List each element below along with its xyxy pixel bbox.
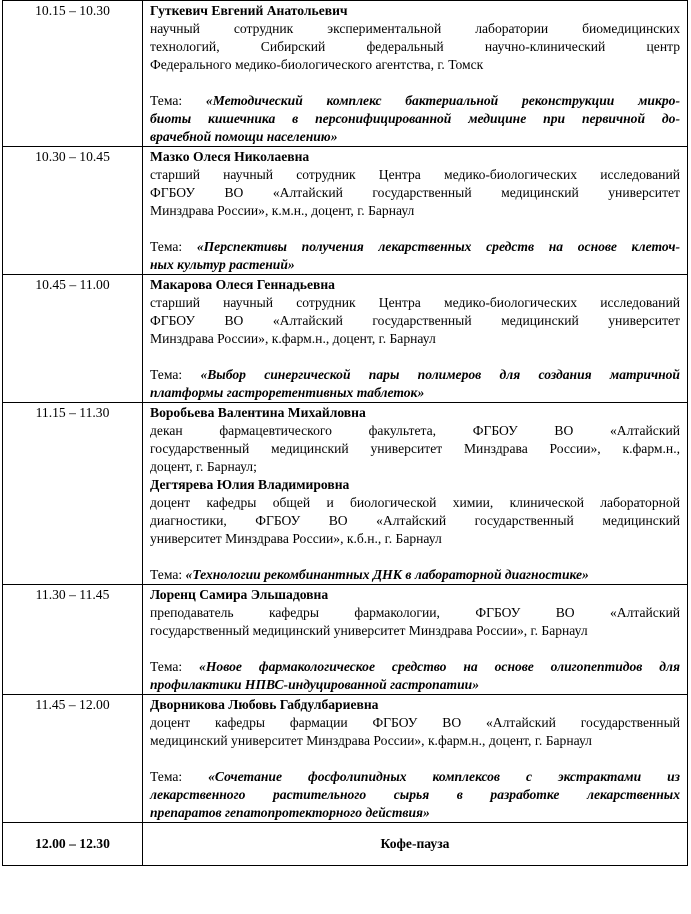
- speaker-name: Дворникова Любовь Габдулбариевна: [150, 697, 379, 712]
- speaker-affiliation-line: Минздрава России», к.м.н., доцент, г. Барнаул: [150, 203, 415, 218]
- program-row: [3, 585, 688, 695]
- topic-title: платформы гастроретентивных таблеток»: [150, 385, 425, 400]
- speaker-affiliation-line: ФГБОУ ВО «Алтайский государственный медицинский университет: [150, 185, 680, 200]
- topic-title: «Методический комплекс бактериальной реконструкции микро-: [205, 93, 680, 108]
- break-row: [3, 823, 688, 866]
- break-section: [3, 823, 688, 866]
- time-slot: 10.45 – 11.00: [3, 275, 143, 403]
- session-info: [143, 147, 688, 275]
- speaker-affiliation-line: декан фармацевтического факультета, ФГБОУ ВО «Алтайский: [150, 423, 680, 438]
- speaker-name: Воробьева Валентина Михайловна: [150, 405, 366, 420]
- speaker-affiliation-line: университет Минздрава России», к.б.н., г. Барнаул: [150, 531, 442, 546]
- spacer: [150, 74, 680, 92]
- topic-label: Тема:: [150, 93, 183, 108]
- spacer: [150, 220, 680, 238]
- topic-line: [150, 366, 680, 384]
- session-info: [143, 695, 688, 823]
- speaker-affiliation-line: доцент кафедры общей и биологической химии, клинической лабораторной: [150, 495, 680, 510]
- topic-line: [150, 128, 680, 146]
- time-slot: 11.45 – 12.00: [3, 695, 143, 823]
- topic-label: Тема:: [150, 367, 183, 382]
- program-table-body: [3, 1, 688, 823]
- topic-title: лекарственного растительного сырья в разработке лекарственных: [150, 787, 680, 802]
- session-info: [143, 275, 688, 403]
- speaker-affiliation-line: Федерального медико-биологического агентства, г. Томск: [150, 57, 484, 72]
- speaker-affiliation-line: технологий, Сибирский федеральный научно-клинический центр: [150, 39, 680, 54]
- topic-line: [150, 384, 680, 402]
- topic-label: Тема:: [150, 567, 183, 582]
- speaker-name: Гуткевич Евгений Анатольевич: [150, 3, 348, 18]
- topic-line: [150, 110, 680, 128]
- topic-title: «Перспективы получения лекарственных средств на основе клеточ-: [196, 239, 681, 254]
- topic-line: [150, 92, 680, 110]
- topic-title: врачебной помощи населению»: [150, 129, 338, 144]
- topic-title: «Технологии рекомбинантных ДНК в лабораторной диагностике»: [185, 567, 589, 582]
- topic-line: [150, 804, 680, 822]
- topic-label: Тема:: [150, 239, 183, 254]
- speaker-name: Макарова Олеся Геннадьевна: [150, 277, 335, 292]
- program-row: [3, 1, 688, 147]
- spacer: [150, 548, 680, 566]
- topic-title: «Выбор синергической пары полимеров для создания матричной: [200, 367, 680, 382]
- break-time: 12.00 – 12.30: [3, 823, 143, 866]
- session-info: [143, 585, 688, 695]
- spacer: [150, 348, 680, 366]
- topic-line: [150, 566, 680, 584]
- time-slot: 11.15 – 11.30: [3, 403, 143, 585]
- time-slot: 10.30 – 10.45: [3, 147, 143, 275]
- topic-title: препаратов гепатопротекторного действия»: [150, 805, 430, 820]
- speaker-affiliation-line: доцент кафедры фармации ФГБОУ ВО «Алтайский государственный: [150, 715, 680, 730]
- topic-line: [150, 658, 680, 676]
- session-info: [143, 403, 688, 585]
- topic-line: [150, 676, 680, 694]
- program-row: [3, 275, 688, 403]
- speaker-name: Мазко Олеся Николаевна: [150, 149, 310, 164]
- topic-title: ных культур растений»: [150, 257, 295, 272]
- program-row: [3, 695, 688, 823]
- topic-title: биоты кишечника в персонифицированной медицине при первичной до-: [150, 111, 680, 126]
- spacer: [150, 640, 680, 658]
- topic-title: «Новое фармакологическое средство на основе олигопептидов для: [199, 659, 680, 674]
- speaker-name: Лоренц Самира Эльшадовна: [150, 587, 329, 602]
- topic-title: профилактики НПВС-индуцированной гастропатии»: [150, 677, 479, 692]
- topic-line: [150, 786, 680, 804]
- time-slot: 11.30 – 11.45: [3, 585, 143, 695]
- speaker-affiliation-line: научный сотрудник экспериментальной лаборатории биомедицинских: [150, 21, 680, 36]
- program-row: [3, 403, 688, 585]
- break-label: Кофе-пауза: [143, 823, 688, 866]
- program-row: [3, 147, 688, 275]
- speaker-affiliation-line: медицинский университет Минздрава России», к.фарм.н., доцент, г. Барнаул: [150, 733, 592, 748]
- speaker-affiliation-line: диагностики, ФГБОУ ВО «Алтайский государственный медицинский: [150, 513, 680, 528]
- speaker-affiliation-line: Минздрава России», к.фарм.н., доцент, г. Барнаул: [150, 331, 436, 346]
- speaker-affiliation-line: преподаватель кафедры фармакологии, ФГБОУ ВО «Алтайский: [150, 605, 680, 620]
- speaker-affiliation-line: ФГБОУ ВО «Алтайский государственный медицинский университет: [150, 313, 680, 328]
- topic-title: «Сочетание фосфолипидных комплексов с экстрактами из: [208, 769, 680, 784]
- speaker-affiliation-line: государственный медицинский университет Минздрава России», г. Барнаул: [150, 623, 588, 638]
- time-slot: 10.15 – 10.30: [3, 1, 143, 147]
- topic-label: Тема:: [150, 659, 183, 674]
- spacer: [150, 750, 680, 768]
- speaker-name: Дегтярева Юлия Владимировна: [150, 477, 350, 492]
- speaker-affiliation-line: государственный медицинский университет Минздрава России», к.фарм.н.,: [150, 441, 680, 456]
- speaker-affiliation-line: старший научный сотрудник Центра медико-биологических исследований: [150, 295, 680, 310]
- program-table: [2, 0, 688, 866]
- topic-line: [150, 238, 680, 256]
- topic-line: [150, 768, 680, 786]
- session-info: [143, 1, 688, 147]
- speaker-affiliation-line: доцент, г. Барнаул;: [150, 459, 257, 474]
- topic-label: Тема:: [150, 769, 183, 784]
- topic-line: [150, 256, 680, 274]
- speaker-affiliation-line: старший научный сотрудник Центра медико-биологических исследований: [150, 167, 680, 182]
